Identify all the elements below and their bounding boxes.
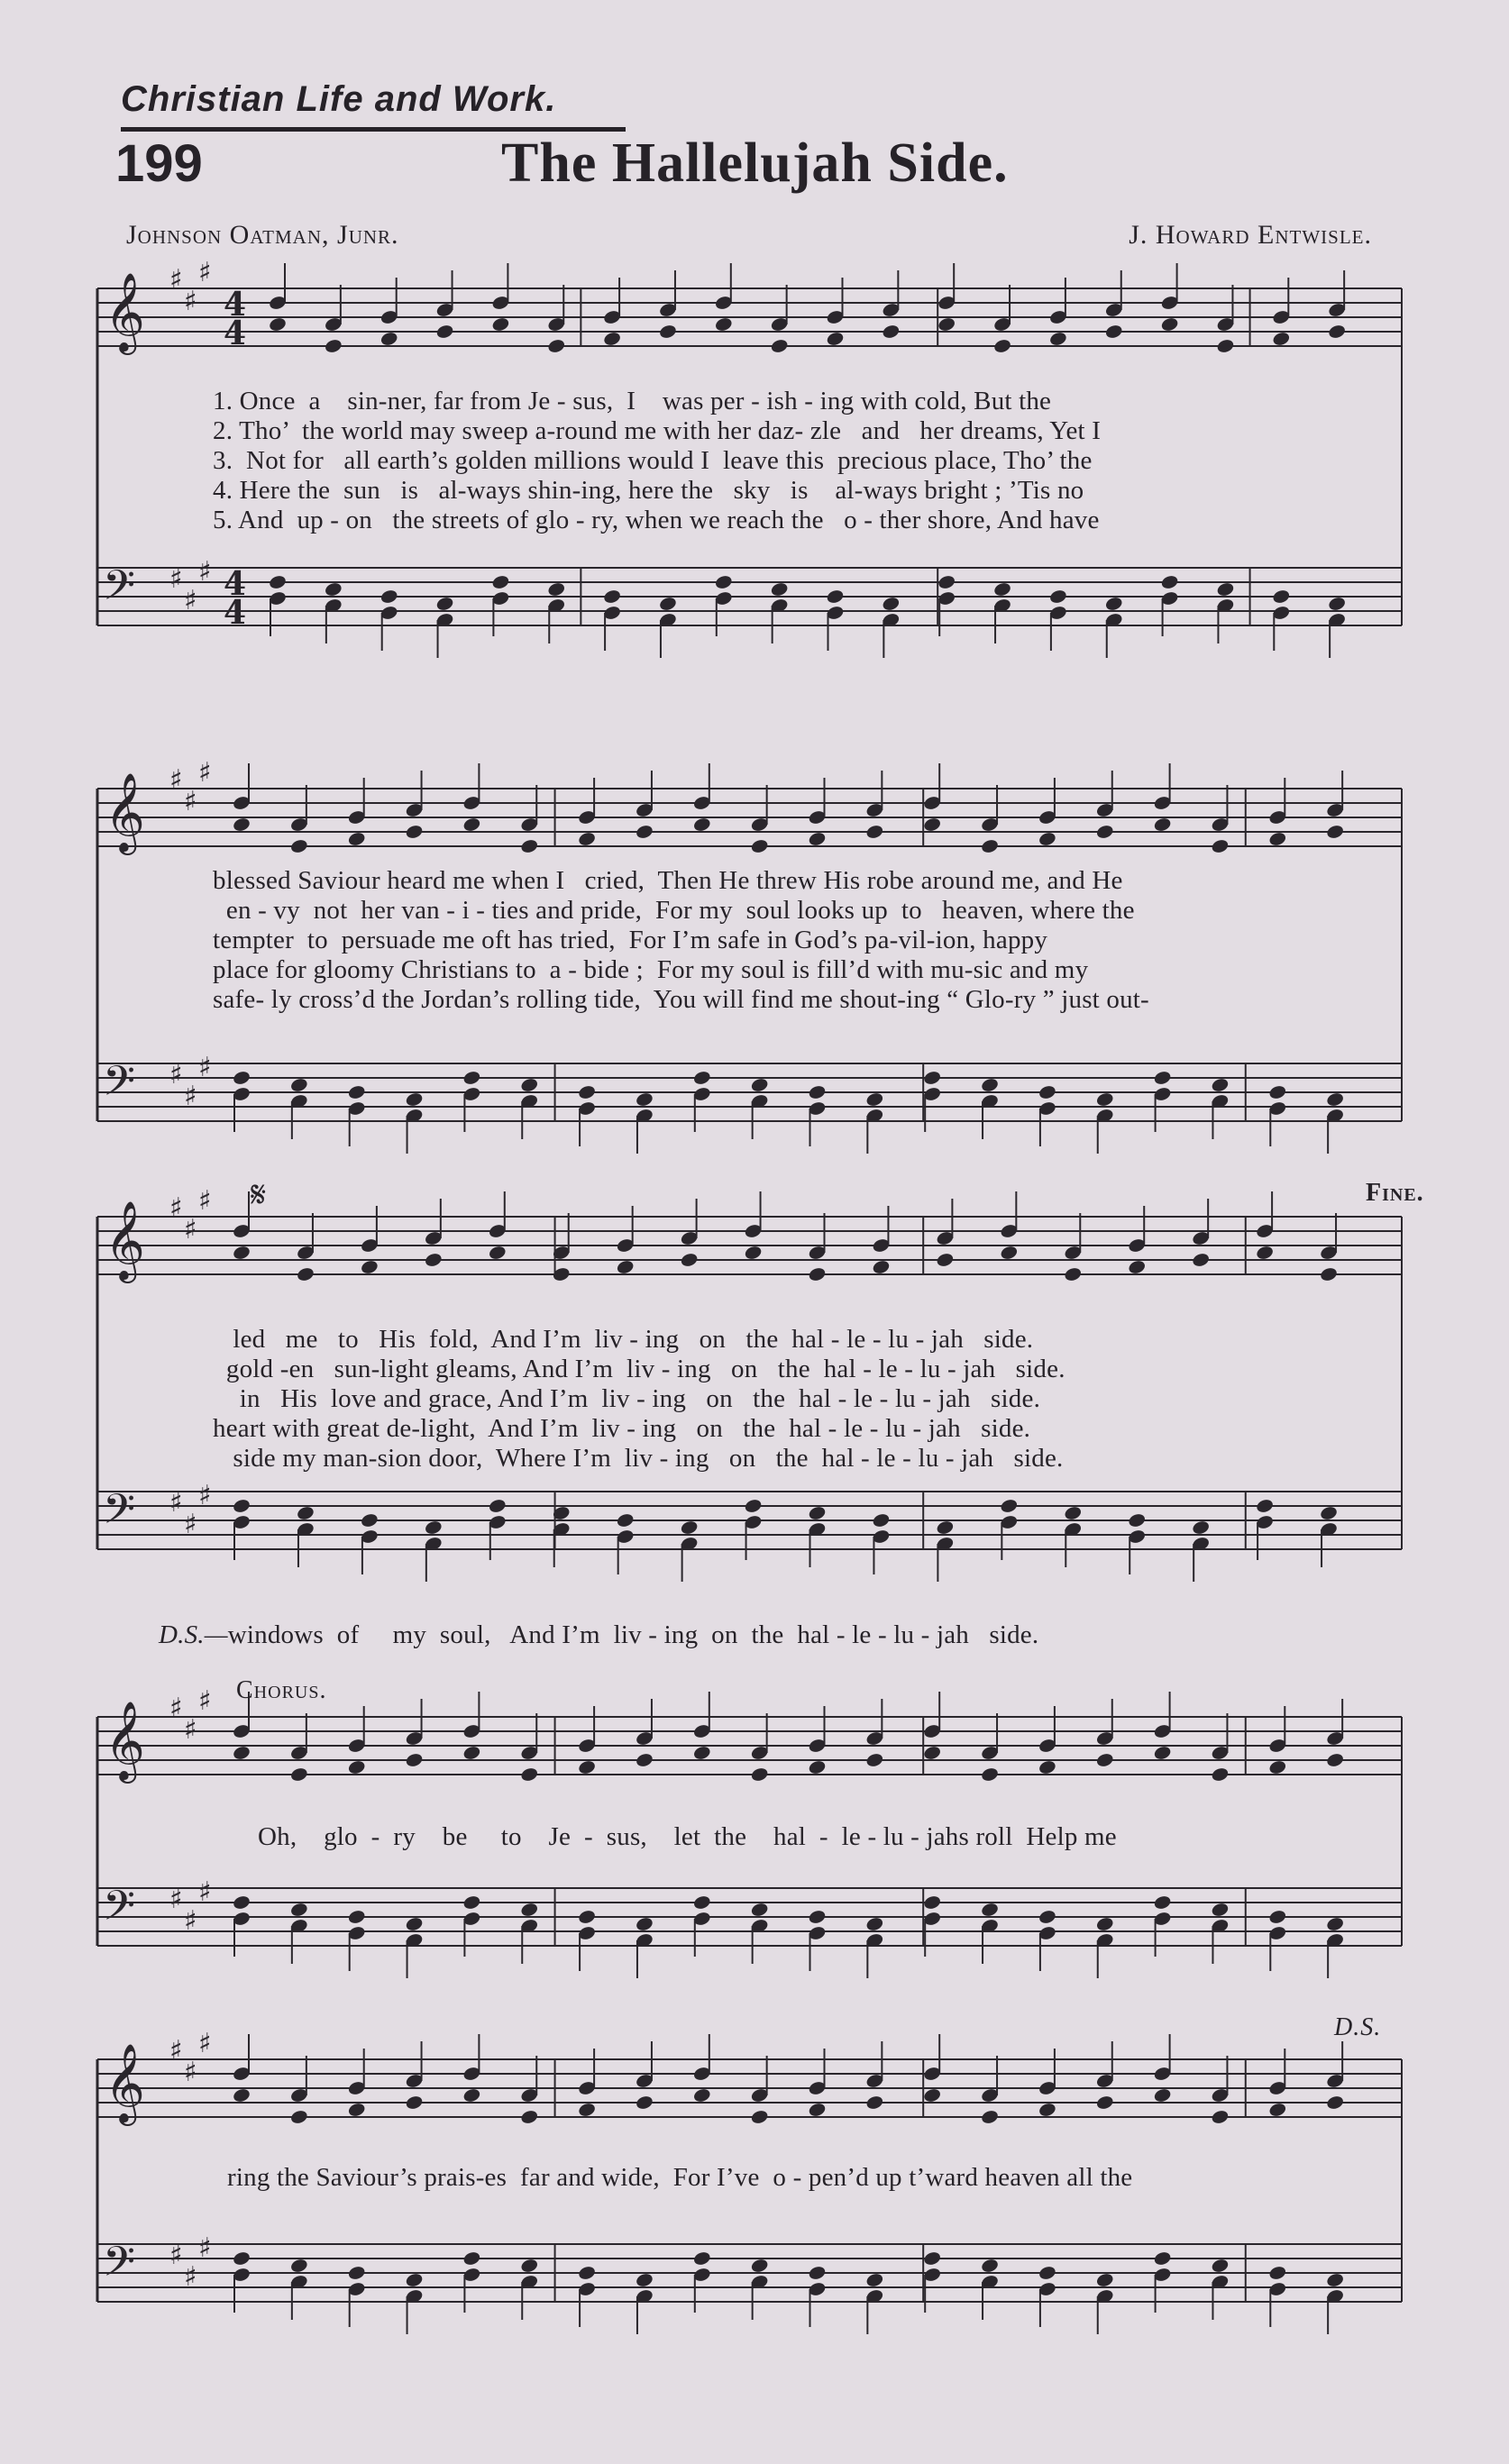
verse-lyric-row-3-1: led me to His fold, And I’m liv - ing on the hal - le - lu - jah side.	[213, 1325, 1034, 1354]
verse-lyric-row-1-2: 2. Tho’ the world may sweep a-round me with her daz- zle and her dreams, Yet I	[213, 416, 1102, 445]
verse-lyric-row-3-5: side my man-sion door, Where I’m liv - ing on the hal - le - lu - jah side.	[213, 1444, 1064, 1473]
hymn-number: 199	[115, 134, 203, 193]
svg-text:♯: ♯	[198, 1052, 212, 1083]
svg-text:♯: ♯	[184, 585, 197, 616]
verse-lyric-row-1-1: 1. Once a sin-ner, far from Je - sus, I was per - ish - ing with cold, But the	[213, 387, 1052, 415]
svg-text:♯: ♯	[198, 2232, 212, 2264]
svg-text:𝄞: 𝄞	[105, 1700, 145, 1780]
svg-text:♯: ♯	[184, 286, 197, 317]
svg-text:𝄞: 𝄞	[105, 2042, 145, 2122]
svg-text:𝄢: 𝄢	[103, 2238, 136, 2296]
svg-text:♯: ♯	[169, 1693, 183, 1724]
svg-text:♯: ♯	[184, 1081, 197, 1112]
svg-text:♯: ♯	[169, 2035, 183, 2067]
svg-text:♯: ♯	[169, 563, 183, 595]
svg-text:♯: ♯	[184, 1214, 197, 1246]
svg-text:♯: ♯	[198, 2028, 212, 2059]
segno-mark: 𝄋	[251, 1174, 268, 1215]
svg-text:𝄞: 𝄞	[105, 271, 145, 351]
svg-text:♯: ♯	[169, 1487, 183, 1519]
verse-lyric-row-2-3: tempter to persuade me oft has tried, For I’m safe in God’s pa-vil-ion, happy	[213, 926, 1048, 954]
section-heading: Christian Life and Work.	[121, 79, 557, 119]
verse-lyric-row-3-2: gold -en sun-light gleams, And I’m liv - ing on the hal - le - lu - jah side.	[213, 1355, 1065, 1383]
svg-text:♯: ♯	[184, 1714, 197, 1746]
svg-text:♯: ♯	[169, 264, 183, 296]
verse-lyric-row-2-5: safe- ly cross’d the Jordan’s rolling tide, You will find me shout-ing “ Glo-ry ” just out-	[213, 985, 1149, 1014]
svg-text:♯: ♯	[169, 1192, 183, 1224]
svg-text:♯: ♯	[184, 1509, 197, 1540]
verse-lyric-row-1-5: 5. And up - on the streets of glo - ry, when we reach the o - ther shore, And have	[213, 506, 1100, 534]
verse-lyric-row-2-2: en - vy not her van - i - ties and pride, For my soul looks up to heaven, where the	[213, 896, 1135, 925]
ds-label: D.S.—	[159, 1620, 228, 1649]
verse-lyric-row-3-3: in His love and grace, And I’m liv - ing on the hal - le - lu - jah side.	[213, 1384, 1041, 1413]
svg-text:♯: ♯	[198, 1876, 212, 1908]
svg-text:♯: ♯	[198, 1185, 212, 1217]
svg-text:4: 4	[224, 315, 247, 352]
composer-credit: J. Howard Entwisle.	[1129, 220, 1372, 250]
svg-text:♯: ♯	[198, 257, 212, 288]
svg-text:4: 4	[224, 565, 247, 603]
svg-text:♯: ♯	[198, 1480, 212, 1511]
svg-text:𝄢: 𝄢	[103, 1057, 136, 1116]
lyricist-credit: Johnson Oatman, Junr.	[126, 220, 399, 250]
chorus-lyric-row-2: ring the Saviour’s prais-es far and wide, For I’ve o - pen’d up t’ward heaven all the	[227, 2163, 1133, 2192]
svg-text:♯: ♯	[169, 2240, 183, 2271]
svg-text:𝄞: 𝄞	[105, 771, 145, 852]
svg-text:♯: ♯	[169, 1059, 183, 1091]
svg-text:♯: ♯	[169, 1884, 183, 1915]
svg-text:♯: ♯	[198, 757, 212, 789]
svg-text:4: 4	[224, 594, 247, 632]
svg-text:♯: ♯	[184, 2261, 197, 2293]
ds-mark: D.S.	[1334, 2013, 1382, 2041]
svg-text:♯: ♯	[198, 556, 212, 588]
verse-lyric-row-1-3: 3. Not for all earth’s golden millions would I leave this precious place, Tho’ the	[213, 446, 1093, 475]
chorus-lyric-row-1: Oh, glo - ry be to Je - sus, let the hal - le - lu - jahs roll Help me	[258, 1822, 1117, 1851]
svg-text:♯: ♯	[169, 764, 183, 796]
verse-lyric-row-2-4: place for gloomy Christians to a - bide ; For my soul is fill’d with mu-sic and my	[213, 955, 1089, 984]
svg-text:4: 4	[224, 286, 247, 324]
svg-text:♯: ♯	[198, 1685, 212, 1717]
hymn-title: The Hallelujah Side.	[501, 132, 1009, 194]
svg-text:♯: ♯	[184, 2057, 197, 2088]
svg-text:♯: ♯	[184, 1905, 197, 1937]
svg-text:𝄞: 𝄞	[105, 1200, 145, 1280]
verse-lyric-row-1-4: 4. Here the sun is al-ways shin-ing, here the sky is al-ways bright ; ’Tis no	[213, 476, 1084, 505]
chorus-label: Chorus.	[236, 1676, 327, 1704]
svg-text:𝄢: 𝄢	[103, 1882, 136, 1940]
fine-mark: Fine.	[1366, 1179, 1424, 1207]
svg-text:𝄢: 𝄢	[103, 561, 136, 620]
svg-text:𝄢: 𝄢	[103, 1485, 136, 1544]
verse-lyric-row-2-1: blessed Saviour heard me when I cried, Then He threw His robe around me, and He	[213, 866, 1123, 895]
verse-lyric-row-3-4: heart with great de-light, And I’m liv - ing on the hal - le - lu - jah side.	[213, 1414, 1031, 1443]
svg-text:♯: ♯	[184, 786, 197, 817]
ds-lyric-text: windows of my soul, And I’m liv - ing on the hal - le - lu - jah side.	[227, 1620, 1039, 1649]
